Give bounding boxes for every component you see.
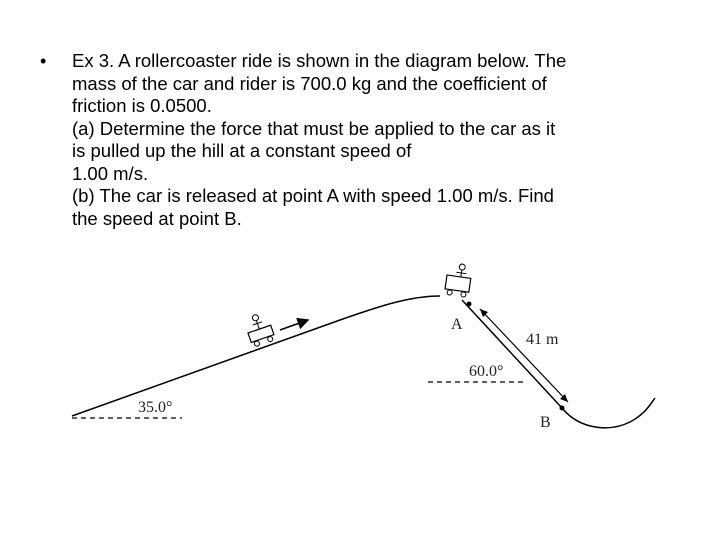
part-a-line-1: (a) Determine the force that must be applied to the car as it xyxy=(72,117,556,139)
part-b-line-1: (b) The car is released at point A with speed 1.00 m/s. Find xyxy=(72,185,554,206)
track-incline xyxy=(72,296,440,416)
distance-arrow-line xyxy=(480,309,568,402)
label-angle-60: 60.0° xyxy=(469,363,504,380)
cart-lower-icon xyxy=(243,311,276,348)
problem-line-2: mass of the car and rider is 700.0 kg and the coefficient of xyxy=(72,72,547,94)
problem-line-1: Ex 3. A rollercoaster ride is shown in the diagram below. The xyxy=(72,50,567,71)
motion-arrow xyxy=(280,320,308,330)
part-a-line-3: 1.00 m/s. xyxy=(72,162,149,184)
label-distance: 41 m xyxy=(526,331,559,348)
problem-line-3: friction is 0.0500. xyxy=(72,95,212,116)
cart-top-icon xyxy=(444,262,472,298)
track-dip xyxy=(562,398,655,428)
track-descent xyxy=(462,300,562,408)
part-a-line-2: is pulled up the hill at a constant speed of xyxy=(72,140,412,161)
bullet-point-icon: • xyxy=(40,51,47,71)
point-a-dot xyxy=(467,302,472,307)
part-b-line-2: the speed at point B. xyxy=(72,207,242,229)
label-angle-35: 35.0° xyxy=(138,399,173,416)
point-b-dot xyxy=(560,406,565,411)
label-point-a: A xyxy=(451,316,463,333)
label-point-b: B xyxy=(540,414,551,431)
